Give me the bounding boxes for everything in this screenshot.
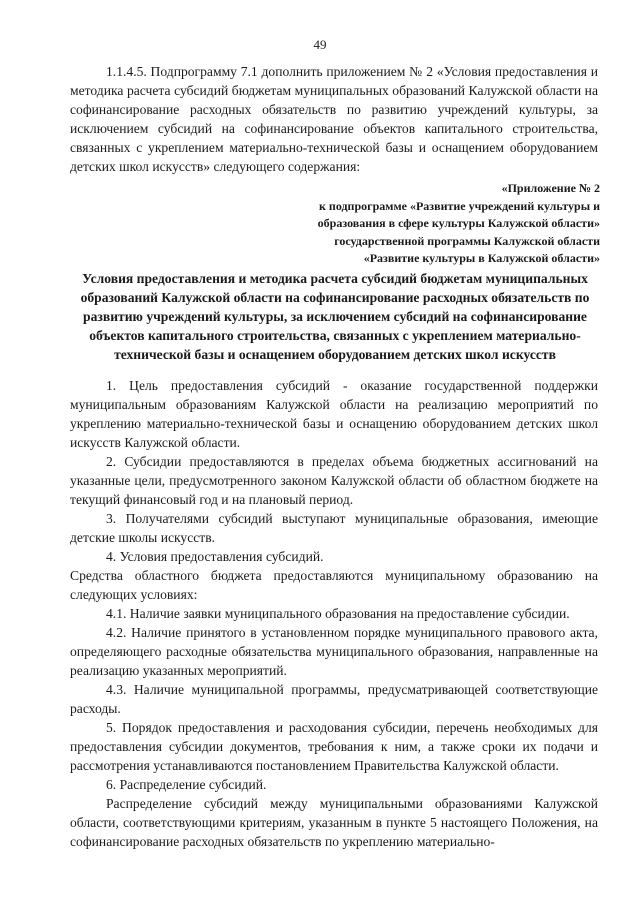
intro-paragraph: 1.1.4.5. Подпрограмму 7.1 дополнить приложением № 2 «Условия предоставления и методика расчета субсидий бюджетам муниципальных образований Калужской области на софинансирование расходных обязательств по развитию учреждений культуры, за исключением субсидий на софинансирование объектов капитального строительства, связанных с укреплением материально-технической базы и оснащением оборудованием детских школ искусств» следующего содержания: bbox=[70, 64, 598, 174]
appendix-line: государственной программы Калужской области bbox=[334, 233, 600, 248]
appendix-line: к подпрограмме «Развитие учреждений культуры и bbox=[319, 198, 600, 213]
paragraph: 3. Получателями субсидий выступают муниципальные образования, имеющие детские школы искусств. bbox=[70, 511, 598, 545]
appendix-note bbox=[318, 180, 600, 268]
section-heading: Условия предоставления и методика расчета субсидий бюджетам муниципальных образований Калужской области на софинансирование расходных обязательств по развитию учреждений культуры, за исключением субсидий на софинансирование объектов капитального строительства, связанных с укреплением материально-технической базы и оснащением оборудованием детских школ искусств bbox=[80, 271, 590, 362]
paragraph: 4.2. Наличие принятого в установленном порядке муниципального правового акта, определяющего расходные обязательства муниципального образования, направленные на реализацию указанных мероприятий. bbox=[70, 625, 598, 678]
appendix-line: «Приложение № 2 bbox=[501, 181, 600, 195]
paragraph: Распределение субсидий между муниципальными образованиями Калужской области, соответствующими критериям, указанным в пункте 5 настоящего Положения, на софинансирование расходных обязательств по укреплению материально- bbox=[70, 796, 598, 849]
page-number: 49 bbox=[313, 37, 327, 52]
paragraph: 5. Порядок предоставления и расходования субсидии, перечень необходимых для предоставления субсидии документов, требования к ним, а также сроки их подачи и рассмотрения устанавливаются постановлением Правительства Калужской области. bbox=[70, 720, 598, 773]
paragraph: Средства областного бюджета предоставляются муниципальному образованию на следующих условиях: bbox=[70, 568, 598, 602]
paragraph: 2. Субсидии предоставляются в пределах объема бюджетных ассигнований на указанные цели, предусмотренного законом Калужской области об областном бюджете на текущий финансовый год и на плановый период. bbox=[70, 454, 598, 507]
paragraph: 6. Распределение субсидий. bbox=[106, 777, 267, 792]
paragraph: 4. Условия предоставления субсидий. bbox=[106, 549, 324, 564]
intro-block bbox=[70, 62, 598, 176]
paragraph: 4.3. Наличие муниципальной программы, предусматривающей соответствующие расходы. bbox=[70, 682, 598, 716]
paragraph: 1. Цель предоставления субсидий - оказание государственной поддержки муниципальным образованиям Калужской области на реализацию мероприятий по укреплению материально-технической базы и оснащению оборудованием детских школ искусств Калужской области. bbox=[70, 378, 598, 450]
appendix-line: «Развитие культуры в Калужской области» bbox=[363, 251, 600, 265]
body-paragraphs bbox=[70, 376, 598, 851]
appendix-line: образования в сфере культуры Калужской области» bbox=[317, 216, 600, 230]
paragraph: 4.1. Наличие заявки муниципального образования на предоставление субсидии. bbox=[106, 606, 570, 621]
